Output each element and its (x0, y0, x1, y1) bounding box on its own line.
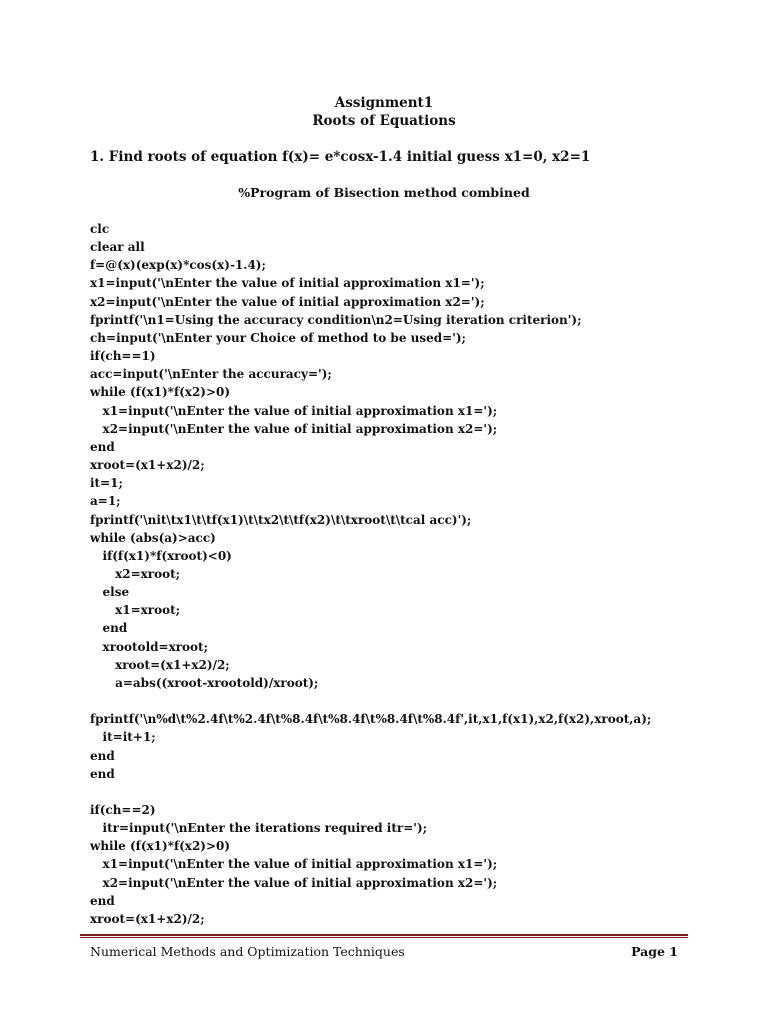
code-line: xroot=(x1+x2)/2; (90, 911, 205, 926)
code-line: if(ch==2) (90, 803, 156, 817)
code-line: while (f(x1)*f(x2)>0) (90, 385, 231, 400)
footer-course-title: Numerical Methods and Optimization Techniques (90, 944, 405, 959)
code-line: clear all (90, 240, 145, 255)
code-line: it=it+1; (90, 730, 156, 745)
document-title: Assignment1 (334, 95, 434, 111)
footer-rule-thin (80, 937, 688, 938)
code-line: it=1; (90, 476, 123, 491)
code-line: end (90, 439, 115, 454)
code-line: x2=input('\nEnter the value of initial approximation x2='); (90, 875, 498, 890)
code-line: x1=input('\nEnter the value of initial approximation x1='); (90, 857, 498, 872)
question-text: 1. Find roots of equation f(x)= e*cosx-1.4 initial guess x1=0, x2=1 (90, 149, 591, 165)
code-line: x2=input('\nEnter the value of initial approximation x2='); (90, 421, 498, 436)
code-line: end (90, 766, 115, 781)
code-line: x2=xroot; (90, 566, 181, 581)
code-block (90, 220, 730, 928)
code-line: xroot=(x1+x2)/2; (90, 657, 230, 672)
code-line: fprintf('\n1=Using the accuracy condition\n2=Using iteration criterion'); (90, 312, 582, 327)
code-line: fprintf('\nit\tx1\t\tf(x1)\t\tx2\t\tf(x2)\t\txroot\t\tcal acc)'); (90, 512, 472, 527)
code-line: else (90, 585, 130, 600)
code-line: if(ch==1) (90, 349, 156, 364)
footer-rule-thick (80, 934, 688, 936)
code-line: a=1; (90, 494, 121, 509)
code-line: x2=input('\nEnter the value of initial approximation x2='); (90, 294, 485, 309)
code-line: end (90, 748, 115, 763)
code-line: x1=xroot; (90, 603, 181, 618)
code-line: a=abs((xroot-xrootold)/xroot); (90, 675, 319, 690)
code-line: while (f(x1)*f(x2)>0) (90, 839, 231, 854)
code-line: xroot=(x1+x2)/2; (90, 458, 205, 473)
code-line: xrootold=xroot; (90, 639, 209, 654)
code-line: itr=input('\nEnter the iterations required itr='); (90, 821, 428, 836)
code-line: acc=input('\nEnter the accuracy='); (90, 367, 332, 382)
code-line: if(f(x1)*f(xroot)<0) (90, 548, 232, 563)
footer-rule (80, 934, 688, 939)
code-line: clc (90, 222, 110, 236)
document-subtitle: Roots of Equations (312, 113, 456, 129)
code-line (90, 783, 730, 801)
code-line (90, 692, 730, 710)
code-line: x1=input('\nEnter the value of initial approximation x1='); (90, 403, 498, 418)
code-line: f=@(x)(exp(x)*cos(x)-1.4); (90, 258, 266, 273)
code-line: fprintf('\n%d\t%2.4f\t%2.4f\t%8.4f\t%8.4f\t%8.4f\t%8.4f',it,x1,f(x1),x2,f(x2),xroot,a); (90, 712, 652, 727)
code-line: ch=input('\nEnter your Choice of method to be used='); (90, 330, 466, 345)
program-comment: %Program of Bisection method combined (238, 185, 530, 200)
code-line: while (abs(a)>acc) (90, 530, 216, 545)
code-line: end (90, 893, 115, 908)
code-line: x1=input('\nEnter the value of initial approximation x1='); (90, 276, 485, 291)
footer-page-number: Page 1 (631, 944, 678, 959)
code-line: end (90, 621, 128, 636)
